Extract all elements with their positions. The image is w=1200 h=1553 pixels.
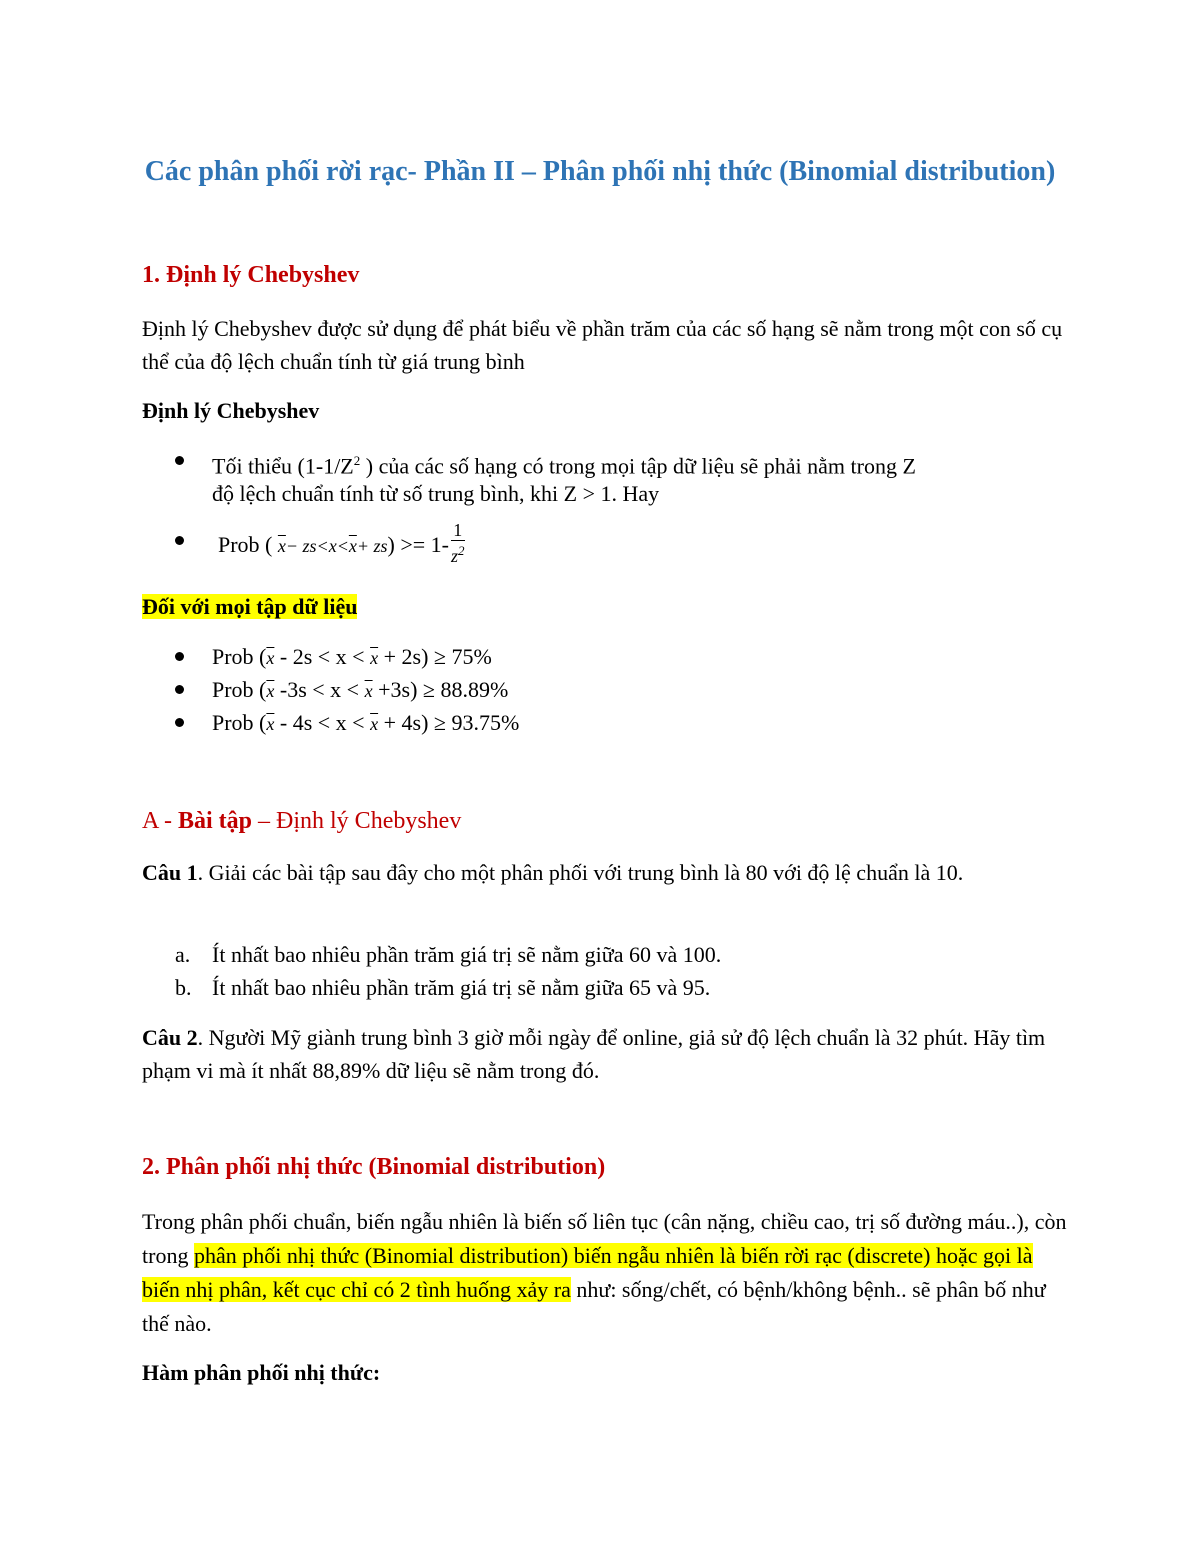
question-2: Câu 2. Người Mỹ giành trung bình 3 giờ mỗi ngày để online, giả sử độ lệch chuẩn là 32 phút. Hãy tìm phạm vi mà ít nhất 88,89% dữ liệu sẽ nằm trong đó. (142, 1025, 1046, 1083)
all-data-heading: Đối với mọi tập dữ liệu (142, 594, 358, 619)
document-page: Các phân phối rời rạc- Phần II – Phân phối nhị thức (Binomial distribution) 1. Định lý Chebyshev Định lý Chebyshev được sử dụng để phát biểu về phần trăm của các số hạng sẽ nằm trong một con số cụ thể của độ lệch chuẩn tính từ giá trung bình Định lý Chebyshev Tối thiểu ($1-1/Z^2$ ) của các số hạng có trong mọi tập dữ liệu sẽ phải nằm trong Z độ lệch chuẩn tính từ số trung bình, khi Z > 1. Hay Prob ( $\overline{x}- zs<x<\overline{x}+ zs) >= 1-$ $\frac{1}{z^2}$ Đối với mọi tập dữ liệu Prob $(\overline{x} - 2s < x < \overline{x} + 2s) \ge 75\%$ Prob ($\overline{x}$ $-3s < x < \overline{x} +3s) \ge 88.89\%$ Prob $(\overline{x} - 4s < x < \overline{x} + 4s) \ge 93.75\%$ A - Bài tập – Định lý Chebyshev Câu 1. Giải các bài tập sau đây cho một phân phối với trung bình là 80 với độ lệ chuẩn là 10. a. Ít nhất bao nhiêu phần trăm giá trị sẽ nằm giữa 60 và 100. b. Ít nhất bao nhiêu phần trăm giá trị sẽ nằm giữa 65 và 95. Câu 2. Người Mỹ giành trung bình 3 giờ mỗi ngày để online, giả sử độ lệch chuẩn là 32 phút. Hãy tìm phạm vi mà ít nhất 88,89% dữ liệu sẽ nằm trong đó. 2. Phân phối nhị thức (Binomial distribution) Trong phân phối chuẩn, biến ngẫu nhiên là biến số liên tục (cân nặng, chiều cao, trị số đường máu..), còn trong phân phối nhị thức (Binomial distribution) biến ngẫu nhiên là biến rời rạc (discrete) hoặc gọi là biến nhị phân, kết cục chỉ có 2 tình huống xảy ra như: sống/chết, có bệnh/không bệnh.. sẽ phân bố như thế nào. Hàm phân phối nhị thức: (0, 0, 1200, 1553)
chebyshev-formula: Prob ( $\overline{x}- zs<x<\overline{x}+ zs) >= 1-$ $\frac{1}{z^2}$ (218, 520, 465, 566)
section-2-heading: 2. Phân phối nhị thức (Binomial distribution) (142, 1154, 606, 1180)
exercise-heading: A - Bài tập – Định lý Chebyshev (142, 808, 462, 834)
section-2-subheading: Hàm phân phối nhị thức: (142, 1360, 381, 1385)
section-1-subheading: Định lý Chebyshev (142, 398, 320, 423)
section-1-heading: 1. Định lý Chebyshev (142, 262, 360, 288)
bullet-icon (175, 718, 184, 727)
section-2-paragraph: Trong phân phối chuẩn, biến ngẫu nhiên là biến số liên tục (cân nặng, chiều cao, trị số đường máu..), còn trong phân phối nhị thức (Binomial distribution) biến ngẫu nhiên là biến rời rạc (discrete) hoặc gọi là biến nhị phân, kết cục chỉ có 2 tình huống xảy ra như: sống/chết, có bệnh/không bệnh.. sẽ phân bố như thế nào. (142, 1209, 1067, 1336)
bullet-icon (175, 685, 184, 694)
fraction: $\frac{1}{z^2}$ (450, 520, 465, 566)
question-1: Câu 1. Giải các bài tập sau đây cho một phân phối với trung bình là 80 với độ lệ chuẩn là 10. (142, 860, 964, 885)
bullet-icon (175, 652, 184, 661)
bullet-icon (175, 456, 184, 465)
page-title: Các phân phối rời rạc- Phần II – Phân phối nhị thức (Binomial distribution) (144, 156, 1056, 187)
bullet-icon (175, 536, 184, 545)
section-1-intro: Định lý Chebyshev được sử dụng để phát biểu về phần trăm của các số hạng sẽ nằm trong một con số cụ thể của độ lệch chuẩn tính từ giá trung bình (142, 316, 1063, 374)
